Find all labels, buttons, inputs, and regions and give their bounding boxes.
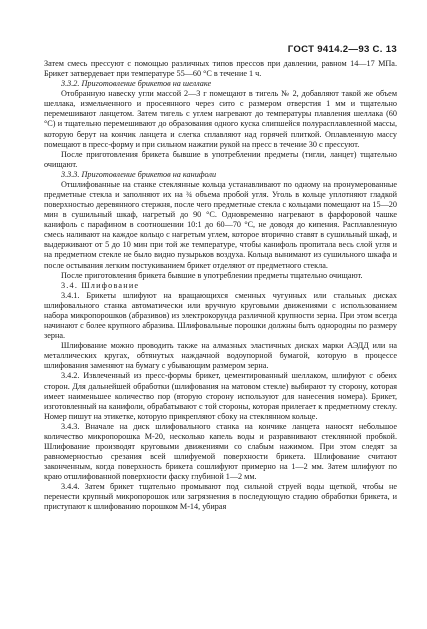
paragraph: Отобранную навеску угли массой 2—3 г помещают в тигель № 2, добавляют такой же объем шеллака, измельченного и просеянного через сито с размером отверстия 1 мм и тщательно перемешивают ланцетом. Затем тигель с углем нагревают до температуры плавления шеллака (60 °С) и тщательно перемешивают до образования одного куска слипшейся полурасплавленной массы, которую берут на кончик ланцета и слегка сплавляют над горячей плиткой. Оплавленную массу помещают в пресс-форму и при сильном нажатии рукой на пресс в течение 30 с прессуют.: [44, 89, 397, 149]
paragraph: Отшлифованные на станке стеклянные кольца устанавливают по одному на пронумерованные предметные стекла и заполняют их на ¾ объема пробой угля. Уголь в кольце уплотняют гладкой поверхностью деревянного стержня, после чего предметные стекла с кольцами помещают на 15—20 мин в сушильный шкаф, нагретый до 90 °С. Одновременно нагревают в фарфоровой чашке канифоль с парафином в соотношении 10:1 до 60—70 °С, не доводя до кипения. Расплавленную смесь наливают на каждое кольцо с нагретым углем, которое вторично ставят в сушильный шкаф, и выдерживают от 5 до 10 мин при той же температуре, чтобы канифоль пропитала весь слой угля и на предметном стекле не было видно пузырьков воздуха. Кольца вынимают из сушильного шкафа и после остывания легким постукиванием брикет отделяют от предметного стекла.: [44, 179, 397, 270]
paragraph: После приготовления брикета бывшие в употреблении предметы (тигли, ланцет) тщательно очищают.: [44, 149, 397, 169]
paragraph: 3.4.3. Вначале на диск шлифовального станка на кончике ланцета наносят небольшое количество микропорошка М-20, несколько капель воды и разравнивают стеклянной пробкой. Шлифование производят круговыми движениями со слабым нажимом. При этом следят за равномерностью срезания всей шлифуемой поверхности брикета. Шлифование считают законченным, когда поверхность брикета сошлифуют примерно на 1—2 мм. Затем шлифуют по краю отшлифованной поверхности фаску глубиной 1—2 мм.: [44, 421, 397, 482]
paragraph: Шлифование можно проводить также на алмазных эластичных дисках марки АЭДД или на металлических кругах, обтянутых наждачной водоупорной бумагой, которую в процессе шлифования заменяют на бумагу с убывающим размером зерна.: [44, 341, 397, 371]
paragraph: 3.4.1. Брикеты шлифуют на вращающихся сменных чугунных или стальных дисках шлифовального станка автоматически или вручную круговыми движениями с использованием набора микропорошков (абразивов) из электрокорунда различной крупности зерна. При этом всегда начинают с более крупного абразива. Шлифовальные порошки должны быть однородны по размеру зерна.: [44, 290, 397, 341]
paragraph: 3.4.2. Извлеченный из пресс-формы брикет, цементированный шеллаком, шлифуют с обеих сторон. Для дальнейшей обработки (шлифования на матовом стекле) выбирают ту сторону, которая имеет наименьшее количество пор (вторую сторону используют для нанесения номера). Брикет, изготовленный на канифоли, обрабатывают с той стороны, которая прилегает к предметному стеклу. Номер пишут на этикетке, которую прикрепляют сбоку на стеклянном кольце.: [44, 371, 397, 421]
paragraph: После приготовления брикета бывшие в употреблении предметы тщательно очищают.: [61, 270, 363, 280]
section-heading-3-3-3: 3.3.3. Приготовление брикетов на канифоли: [61, 169, 217, 179]
paragraph: Затем смесь прессуют с помощью различных типов прессов при давлении, равном 14—17 МПа. Брикет затвердевает при температуре 55—60 °С в течение 1 ч.: [44, 59, 397, 79]
document-body: [44, 59, 397, 513]
paragraph: 3.4.4. Затем брикет тщательно промывают под сильной струей воды щеткой, чтобы не перенести крупный микропорошок или загрязнения в последующую стадию обработки брикета, и приступают к шлифованию порошком М-14, убирая: [44, 482, 397, 512]
page-header: ГОСТ 9414.2—93 С. 13: [287, 44, 397, 55]
section-heading-3-4: 3.4. Шлифование: [61, 280, 140, 290]
section-heading-3-3-2: 3.3.2. Приготовление брикетов на шеллаке: [61, 79, 212, 89]
